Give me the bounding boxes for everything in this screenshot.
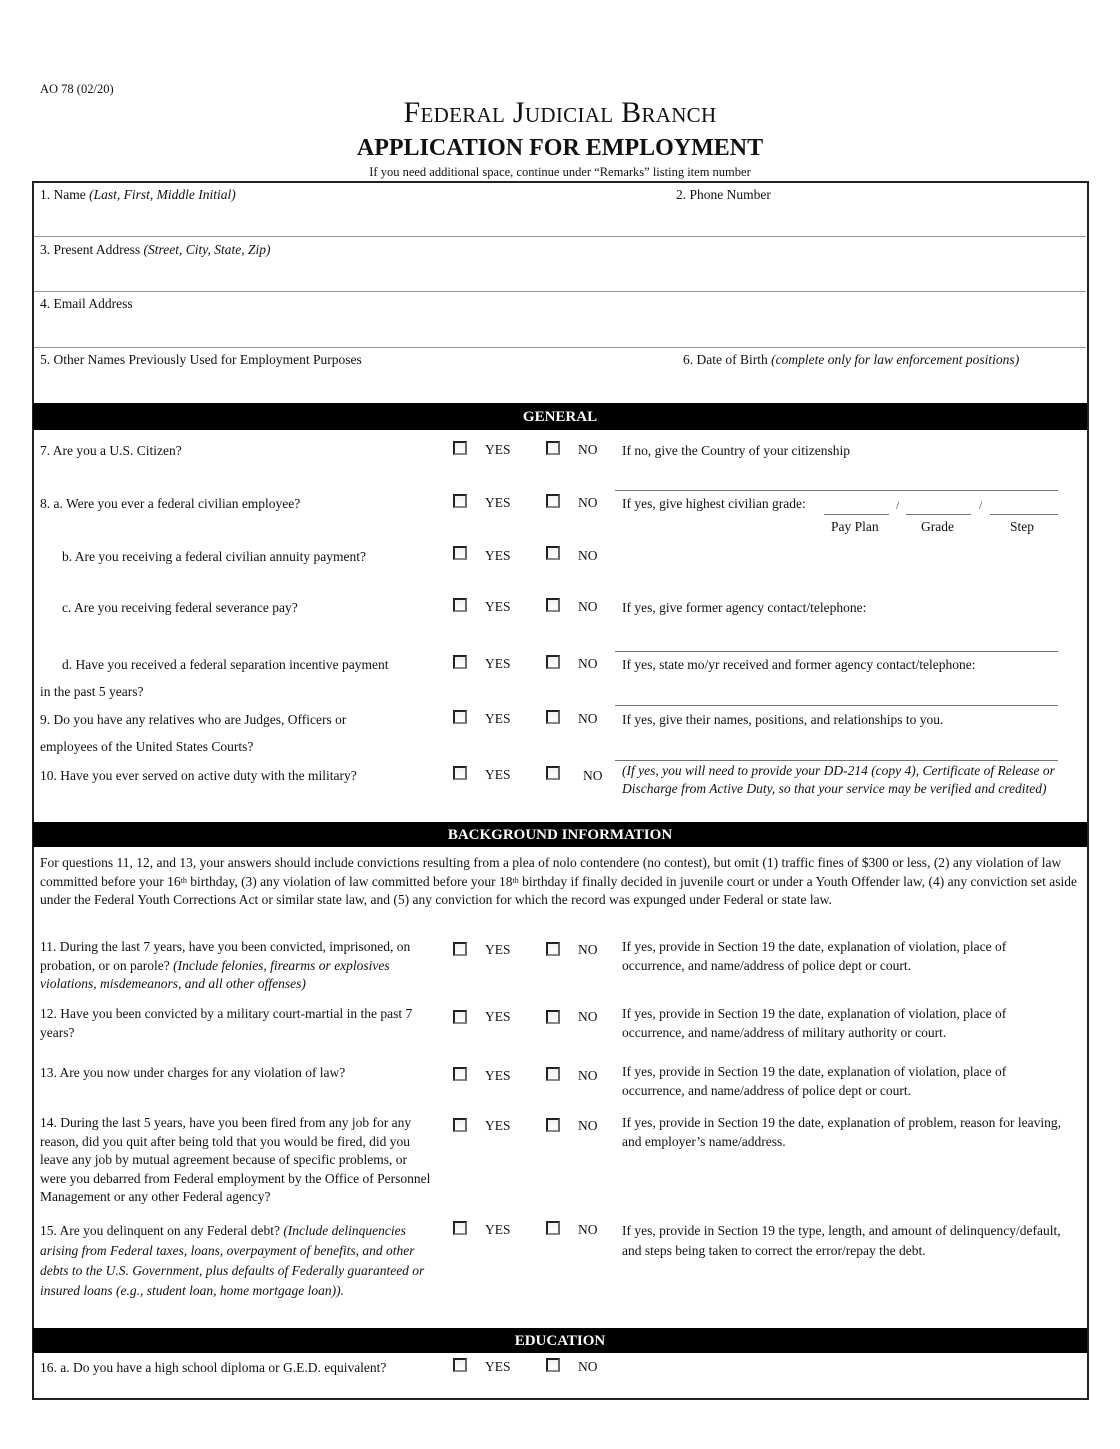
q12-text: 12. Have you been convicted by a military court-martial in the past 7 years? [40,1006,413,1040]
q10-no-label: NO [583,768,603,783]
q11-text-main: 11. During the last 7 years, have you been convicted, imprisoned, on probation, or on parole? [40,939,411,973]
grade-field[interactable] [906,514,971,515]
q8b-yes-label: YES [485,548,511,563]
address-label-text: 3. Present Address [40,242,144,257]
q10-yes-label: YES [485,767,511,782]
q8c-no-checkbox[interactable] [546,598,560,612]
q9-no-label: NO [578,711,598,726]
intro-text: birthday, (3) any violation of law committed before your 18 [186,873,513,889]
q8a-no-label: NO [578,495,598,510]
form-code: AO 78 (02/20) [40,82,114,96]
q7-no-checkbox[interactable] [546,441,560,455]
q15-text [40,1221,435,1301]
q9-yes-label: YES [485,711,511,726]
other-names-field[interactable] [36,371,666,399]
q9-note: If yes, give their names, positions, and relationships to you. [622,712,944,727]
intro-text: For questions 11, 12, and 13, your answers should include convictions resulting from a plea of nolo contendere (no contest), but omit (1) traffic fines of $300 or less, (2) any violation of law committed before your 16 [40,855,1062,889]
q9-yes-checkbox[interactable] [453,710,467,724]
q14-no-checkbox[interactable] [546,1118,560,1132]
q11-yes-checkbox[interactable] [453,942,467,956]
q16a-yes-checkbox[interactable] [453,1358,467,1372]
background-intro [40,854,1080,910]
q11-no-label: NO [578,942,598,957]
name-hint: (Last, First, Middle Initial) [89,187,236,202]
pay-plan-label: Pay Plan [831,519,879,534]
q16a-text: 16. a. Do you have a high school diploma or G.E.D. equivalent? [40,1360,387,1375]
section-header-general: GENERAL [33,403,1087,430]
q8b-no-checkbox[interactable] [546,546,560,560]
q16a-yes-label: YES [485,1359,511,1374]
ordinal-suffix: th [180,875,187,885]
form-instruction: If you need additional space, continue under “Remarks” listing item number [369,165,751,179]
q7-note: If no, give the Country of your citizenship [622,443,850,458]
q8d-yes-checkbox[interactable] [453,655,467,669]
q11-hint: (Include felonies, firearms or explosives violations, misdemeanors, and all other offenses) [40,957,390,991]
q9-text: 9. Do you have any relatives who are Judges, Officers or [40,712,347,727]
q13-note: If yes, provide in Section 19 the date, explanation of violation, place of occurrence, and name/address of police dept or court. [622,1064,1007,1098]
q15-no-checkbox[interactable] [546,1221,560,1235]
address-label [40,242,270,258]
q8c-text: c. Are you receiving federal severance pay? [62,600,298,615]
q8d-no-label: NO [578,656,598,671]
q11-note: If yes, provide in Section 19 the date, explanation of violation, place of occurrence, and name/address of police dept or court. [622,939,1007,973]
q10-yes-checkbox[interactable] [453,766,467,780]
q8b-text: b. Are you receiving a federal civilian annuity payment? [62,549,367,564]
q8a-note: If yes, give highest civilian grade: [622,496,806,511]
q8b-no-label: NO [578,548,598,563]
section-header-education: EDUCATION [33,1328,1087,1353]
q13-text: 13. Are you now under charges for any violation of law? [40,1065,346,1080]
dob-label [683,352,1019,368]
q16a-no-checkbox[interactable] [546,1358,560,1372]
phone-label: 2. Phone Number [676,187,771,202]
q12-no-checkbox[interactable] [546,1010,560,1024]
dob-field[interactable] [683,371,1078,399]
q15-note: If yes, provide in Section 19 the type, length, and amount of delinquency/default, and steps being taken to correct the error/repay the debt. [622,1223,1061,1258]
q13-yes-checkbox[interactable] [453,1067,467,1081]
q14-yes-label: YES [485,1118,511,1133]
q12-no-label: NO [578,1009,598,1024]
q12-note: If yes, provide in Section 19 the date, explanation of violation, place of occurrence, and name/address of military authority or court. [622,1006,1007,1040]
pay-plan-field[interactable] [824,514,889,515]
q9-relatives-field[interactable] [615,760,1058,761]
grade-label: Grade [921,519,954,534]
divider [34,347,1086,348]
q8c-yes-label: YES [485,599,511,614]
q11-text [40,938,435,994]
other-names-label: 5. Other Names Previously Used for Employment Purposes [40,352,362,367]
step-label: Step [1010,519,1035,534]
ordinal-suffix: th [512,875,519,885]
q8d-text-cont: in the past 5 years? [40,684,144,699]
q10-note: (If yes, you will need to provide your DD-214 (copy 4), Certificate of Release or Discharge from Active Duty, so that your service may be verified and credited) [622,763,1055,796]
q14-no-label: NO [578,1118,598,1133]
q14-yes-checkbox[interactable] [453,1118,467,1132]
grade-separator: / [896,498,900,512]
phone-field[interactable] [676,206,1076,234]
q11-no-checkbox[interactable] [546,942,560,956]
address-hint: (Street, City, State, Zip) [143,242,271,257]
q12-yes-label: YES [485,1009,511,1024]
q10-no-checkbox[interactable] [546,766,560,780]
email-field[interactable] [36,315,1081,343]
name-field[interactable] [36,206,666,234]
q8c-contact-field[interactable] [615,651,1058,652]
q12-yes-checkbox[interactable] [453,1010,467,1024]
q8a-no-checkbox[interactable] [546,494,560,508]
divider [34,291,1086,292]
step-field[interactable] [990,514,1058,515]
q8d-no-checkbox[interactable] [546,655,560,669]
page-title: Federal Judicial Branch [403,96,717,129]
q15-hint: (Include delinquencies arising from Federal taxes, loans, overpayment of benefits, and other debts to the U.S. Government, plus defaults of Federally guaranteed or insured loans (e.g., student loan, home mortgage loan)). [40,1223,425,1298]
q7-yes-label: YES [485,442,511,457]
q15-yes-label: YES [485,1222,511,1237]
q15-yes-checkbox[interactable] [453,1221,467,1235]
form-title: APPLICATION FOR EMPLOYMENT [356,135,764,161]
q15-text-main: 15. Are you delinquent on any Federal debt? [40,1223,284,1238]
q13-yes-label: YES [485,1068,511,1083]
q8c-no-label: NO [578,599,598,614]
q14-text: 14. During the last 5 years, have you been fired from any job for any reason, did you quit after being told that you would be fired, did you leave any job by mutual agreement because of specific problems, or were you debarred from Federal employment by the Office of Personnel Management or any other Federal agency? [40,1115,431,1204]
q8d-text: d. Have you received a federal separation incentive payment [62,657,389,672]
q16a-no-label: NO [578,1359,598,1374]
q8a-yes-label: YES [485,495,511,510]
q13-no-checkbox[interactable] [546,1067,560,1081]
name-label [40,187,236,203]
q15-no-label: NO [578,1222,598,1237]
divider [34,236,1086,237]
grade-separator: / [979,498,983,512]
q10-text: 10. Have you ever served on active duty with the military? [40,768,357,783]
q7-yes-checkbox[interactable] [453,441,467,455]
q8d-yes-label: YES [485,656,511,671]
address-field[interactable] [36,261,1081,289]
q13-no-label: NO [578,1068,598,1083]
dob-hint: (complete only for law enforcement positions) [771,352,1020,367]
email-label: 4. Email Address [40,296,133,311]
intro-text: birthday if finally decided in juvenile court or under a Youth Offender law, (4) any conviction set aside under the Federal Youth Corrections Act or similar state law, and (5) any conviction for which the record was expunged under Federal or state law. [40,873,1077,907]
name-label-text: 1. Name [40,187,90,202]
q9-text-cont: employees of the United States Courts? [40,739,254,754]
q7-citizenship-field[interactable] [615,490,1058,491]
q7-no-label: NO [578,442,598,457]
q8b-yes-checkbox[interactable] [453,546,467,560]
q11-yes-label: YES [485,942,511,957]
q7-text: 7. Are you a U.S. Citizen? [40,443,182,458]
q8a-text: 8. a. Were you ever a federal civilian employee? [40,496,301,511]
dob-label-text: 6. Date of Birth [683,352,772,367]
q8d-contact-field[interactable] [615,705,1058,706]
q9-no-checkbox[interactable] [546,710,560,724]
q8a-yes-checkbox[interactable] [453,494,467,508]
q8d-note: If yes, state mo/yr received and former agency contact/telephone: [622,657,976,672]
q14-note: If yes, provide in Section 19 the date, explanation of problem, reason for leaving, and employer’s name/address. [622,1115,1061,1149]
section-header-background: BACKGROUND INFORMATION [33,822,1087,847]
q8c-note: If yes, give former agency contact/telephone: [622,600,867,615]
q8c-yes-checkbox[interactable] [453,598,467,612]
